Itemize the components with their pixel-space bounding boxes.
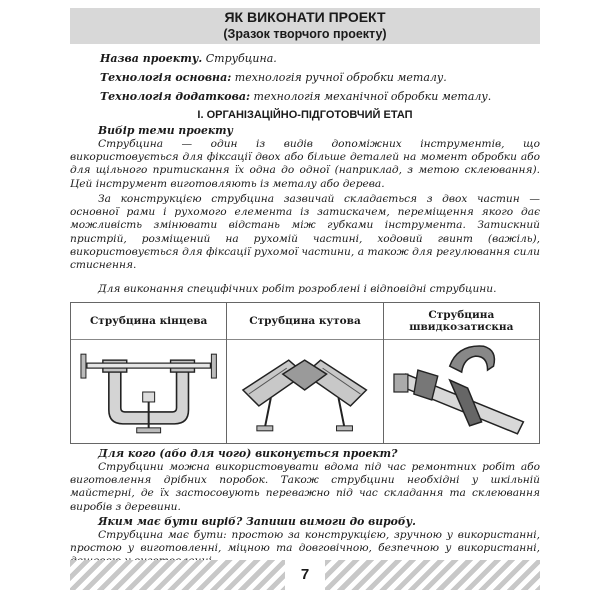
paragraph-construction: За конструкцією струбцина зазвичай складається з двох частин — основної рами і рухомого елемента із затискачем, переміщення якого дає можливість змінювати відстань між губками інструмента. Затискний пристрій, розміщений на рухомій частині, ходовий гвинт (важіль), використовується для фіксації рухомої частини, а також для регулювання сили стиснення. xyxy=(70,193,540,272)
tech-extra-value: технологія механічної обробки металу. xyxy=(253,90,492,103)
clamp-cell-quick xyxy=(384,303,539,443)
page-footer xyxy=(70,560,540,590)
clamp-label-quick: Струбцина швидкозатискна xyxy=(384,303,539,340)
requirements-heading: Яким має бути виріб? Запиши вимоги до виробу. xyxy=(98,515,416,528)
page-number: 7 xyxy=(285,560,325,590)
page-title: ЯК ВИКОНАТИ ПРОЕКТ xyxy=(224,9,386,25)
tech-extra-label: Технологія додаткова: xyxy=(100,90,251,103)
paragraph-requirements: Струбцина має бути: простою за конструкцією, зручною у використанні, простою у виготовленні, міцною та довговічною, безпечною у використанні, xyxy=(70,529,540,555)
page-subtitle: (Зразок творчого проекту) xyxy=(223,27,387,41)
tech-main-line xyxy=(100,71,540,84)
clamp-label-corner: Струбцина кутова xyxy=(227,303,382,340)
paragraph-definition: Струбцина — один із видів допоміжних інструментів, що використовується для фіксації двох або більше деталей на момент обробки або для щільного притискання їх одна до одної (наприклад, з метою склеювання). Цей інструмент виготовляють із металу або дерева. xyxy=(70,138,540,190)
textbook-page xyxy=(70,0,540,600)
project-name-value: Струбцина. xyxy=(205,52,277,65)
project-name-line xyxy=(100,52,540,65)
clamp-types-table xyxy=(70,302,540,444)
end-clamp-illustration xyxy=(71,340,226,443)
quick-clamp-illustration xyxy=(384,340,539,443)
paragraph-specific: Для виконання специфічних робіт розроблені і відповідні струбцини. xyxy=(98,283,497,295)
clamp-cell-corner xyxy=(227,303,383,443)
project-name-label: Назва проекту. xyxy=(100,52,203,65)
tech-main-label: Технологія основна: xyxy=(100,71,232,84)
section-title: І. ОРГАНІЗАЦІЙНО-ПІДГОТОВЧИЙ ЕТАП xyxy=(197,109,413,121)
paragraph-usage: Струбцини можна використовувати вдома під час ремонтних робіт або виготовлення дрібних поробок. Також струбцини необхідні у шкільній майстерні, де їх застосовують переважно під час складання та склеювання виробів з деревини. xyxy=(70,461,540,513)
page-header xyxy=(70,8,540,44)
tech-main-value: технологія ручної обробки металу. xyxy=(234,71,447,84)
choice-heading: Вибір теми проекту xyxy=(98,124,234,137)
tech-extra-line xyxy=(100,90,540,103)
usage-heading: Для кого (або для чого) виконується проект? xyxy=(98,447,398,460)
clamp-label-end: Струбцина кінцева xyxy=(71,303,226,340)
clamp-cell-end xyxy=(71,303,227,443)
corner-clamp-illustration xyxy=(227,340,382,443)
